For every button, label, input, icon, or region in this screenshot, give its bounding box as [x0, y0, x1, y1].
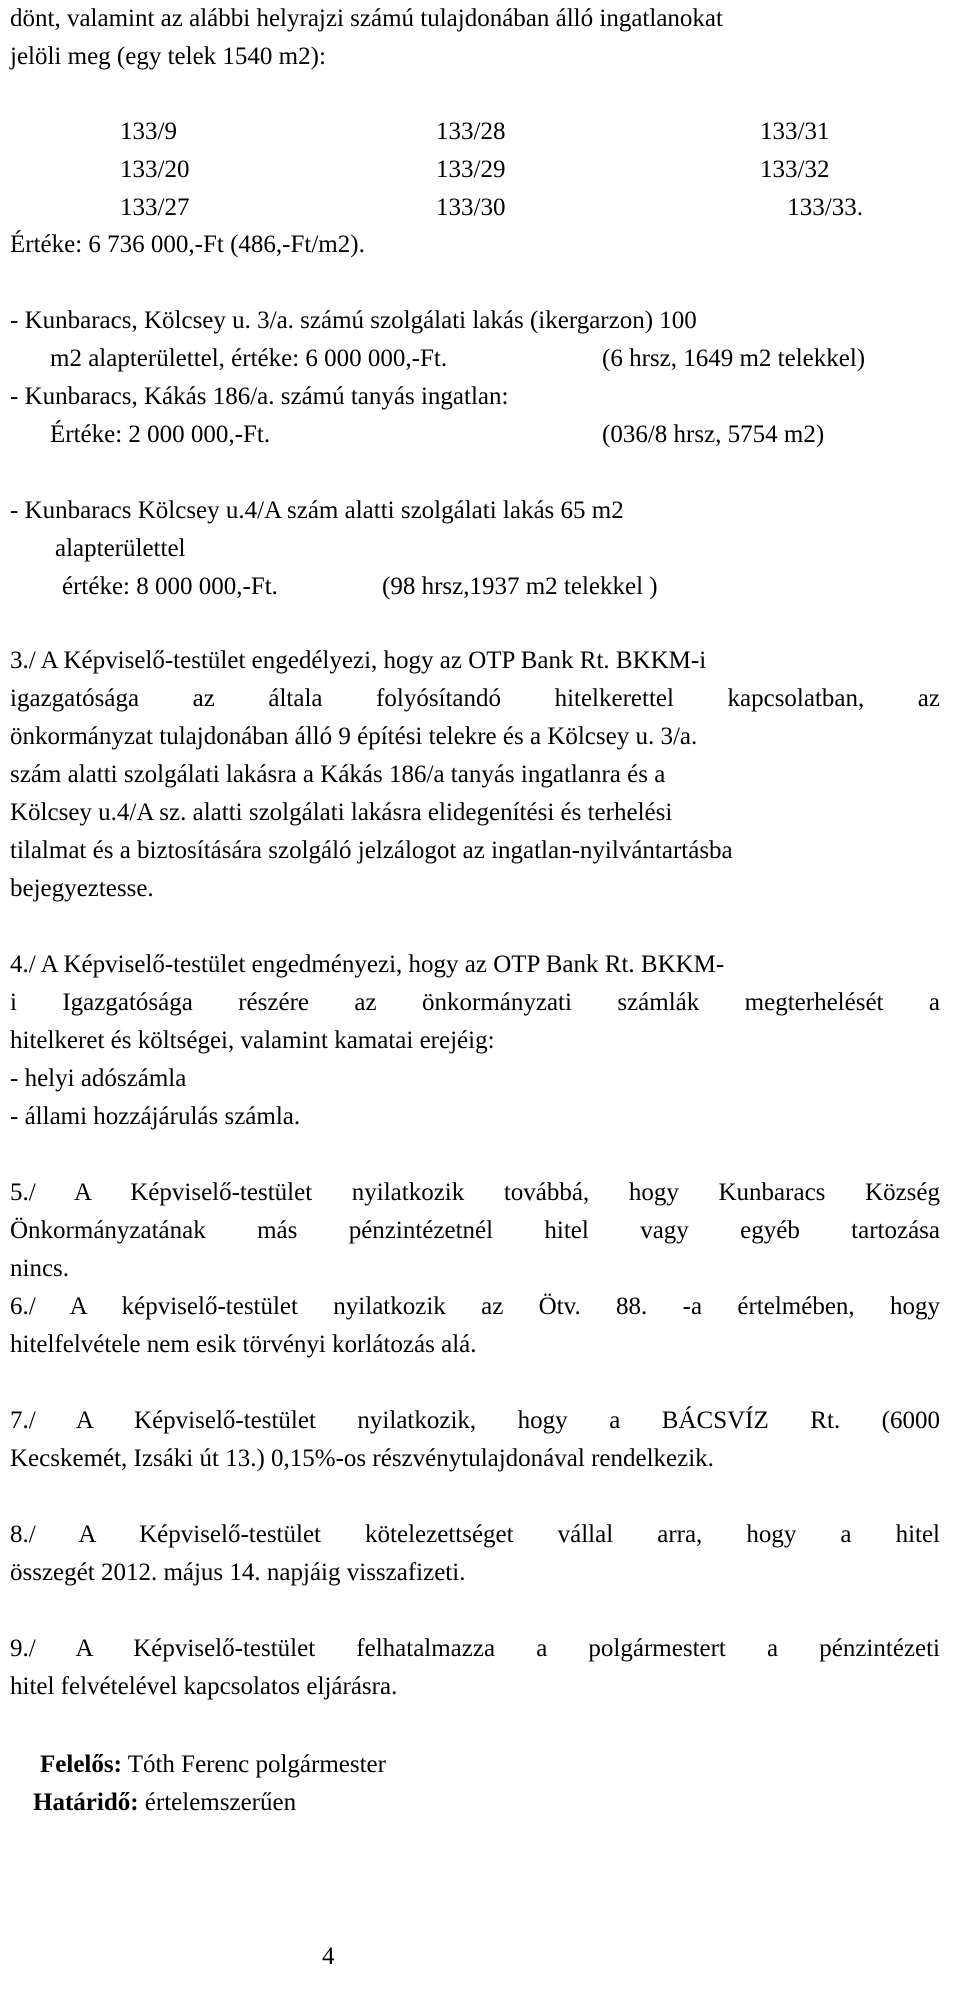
parcel-cell: 133/29: [436, 156, 506, 183]
section-7-line: Kecskemét, Izsáki út 13.) 0,15%-os részvénytulajdonával rendelkezik.: [10, 1445, 714, 1472]
responsible-line: [40, 1746, 386, 1784]
property-1-line-2: m2 alapterülettel, értéke: 6 000 000,-Ft.: [50, 345, 448, 372]
property-2-line-1: - Kunbaracs, Kákás 186/a. számú tanyás ingatlan:: [10, 383, 509, 410]
parcel-row: [0, 113, 960, 151]
section-4-line: i Igazgatósága részére az önkormányzati számlák megterhelését a: [10, 989, 940, 1016]
section-6-line: hitelfelvétele nem esik törvényi korlátozás alá.: [10, 1331, 477, 1358]
section-5-line: Önkormányzatának más pénzintézetnél hitel vagy egyéb tartozása: [10, 1217, 940, 1244]
parcel-cell: 133/31: [760, 118, 830, 145]
page-number: 4: [322, 1943, 335, 1970]
section-3-line: bejegyeztesse.: [10, 875, 154, 902]
deadline-value: értelemszerűen: [138, 1789, 297, 1816]
parcel-cell: 133/20: [120, 156, 190, 183]
section-3-line: 3./ A Képviselő-testület engedélyezi, hogy az OTP Bank Rt. BKKM-i: [10, 647, 707, 674]
section-8-line: 8./ A Képviselő-testület kötelezettséget vállal arra, hogy a hitel: [10, 1521, 940, 1548]
section-9-line: 9./ A Képviselő-testület felhatalmazza a polgármestert a pénzintézeti: [10, 1635, 940, 1662]
parcel-row: [0, 151, 960, 189]
property-3-note: (98 hrsz,1937 m2 telekkel ): [382, 573, 658, 600]
intro-line-1: dönt, valamint az alábbi helyrajzi számú tulajdonában álló ingatlanokat: [10, 5, 723, 32]
section-7-line: 7./ A Képviselő-testület nyilatkozik, hogy a BÁCSVÍZ Rt. (6000: [10, 1407, 940, 1434]
value-line: Értéke: 6 736 000,-Ft (486,-Ft/m2).: [10, 231, 365, 258]
section-3-line: igazgatósága az általa folyósítandó hitelkerettel kapcsolatban, az: [10, 685, 940, 712]
parcel-cell: 133/27: [120, 194, 190, 221]
section-9-line: hitel felvételével kapcsolatos eljárásra.: [10, 1673, 398, 1700]
section-5-line: nincs.: [10, 1255, 70, 1282]
section-3-line: önkormányzat tulajdonában álló 9 építési telekre és a Kölcsey u. 3/a.: [10, 723, 698, 750]
section-4-line: hitelkeret és költségei, valamint kamatai erejéig:: [10, 1027, 495, 1054]
section-4-line: 4./ A Képviselő-testület engedményezi, hogy az OTP Bank Rt. BKKM-: [10, 951, 725, 978]
section-3-line: tilalmat és a biztosítására szolgáló jelzálogot az ingatlan-nyilvántartásba: [10, 837, 733, 864]
deadline-label: Határidő:: [33, 1789, 139, 1816]
section-3-line: szám alatti szolgálati lakásra a Kákás 186/a tanyás ingatlanra és a: [10, 761, 666, 788]
intro-line-2: jelöli meg (egy telek 1540 m2):: [10, 43, 326, 70]
property-1-line-1: - Kunbaracs, Kölcsey u. 3/a. számú szolgálati lakás (ikergarzon) 100: [10, 307, 697, 334]
section-4-line: - állami hozzájárulás számla.: [10, 1103, 301, 1130]
section-8-line: összegét 2012. május 14. napjáig visszafizeti.: [10, 1559, 466, 1586]
section-3-line: Kölcsey u.4/A sz. alatti szolgálati lakásra elidegenítési és terhelési: [10, 799, 673, 826]
responsible-value: Tóth Ferenc polgármester: [121, 1751, 386, 1778]
deadline-line: [33, 1784, 296, 1822]
section-4-line: - helyi adószámla: [10, 1065, 187, 1092]
parcel-cell: 133/28: [436, 118, 506, 145]
property-2-note: (036/8 hrsz, 5754 m2): [602, 421, 825, 448]
parcel-row: [0, 189, 960, 227]
property-3-line-1: - Kunbaracs Kölcsey u.4/A szám alatti szolgálati lakás 65 m2: [10, 497, 624, 524]
section-5-line: 5./ A Képviselő-testület nyilatkozik továbbá, hogy Kunbaracs Község: [10, 1179, 940, 1206]
parcel-cell: 133/9: [120, 118, 177, 145]
parcel-cell: 133/33.: [787, 194, 863, 221]
responsible-label: Felelős:: [40, 1751, 122, 1778]
parcel-cell: 133/32: [760, 156, 830, 183]
property-2-line-2: Értéke: 2 000 000,-Ft.: [50, 421, 271, 448]
property-3-line-3: értéke: 8 000 000,-Ft.: [62, 573, 278, 600]
property-1-note: (6 hrsz, 1649 m2 telekkel): [602, 345, 866, 372]
property-3-line-2: alapterülettel: [55, 535, 186, 562]
parcel-cell: 133/30: [436, 194, 506, 221]
section-6-line: 6./ A képviselő-testület nyilatkozik az Ötv. 88. -a értelmében, hogy: [10, 1293, 940, 1320]
